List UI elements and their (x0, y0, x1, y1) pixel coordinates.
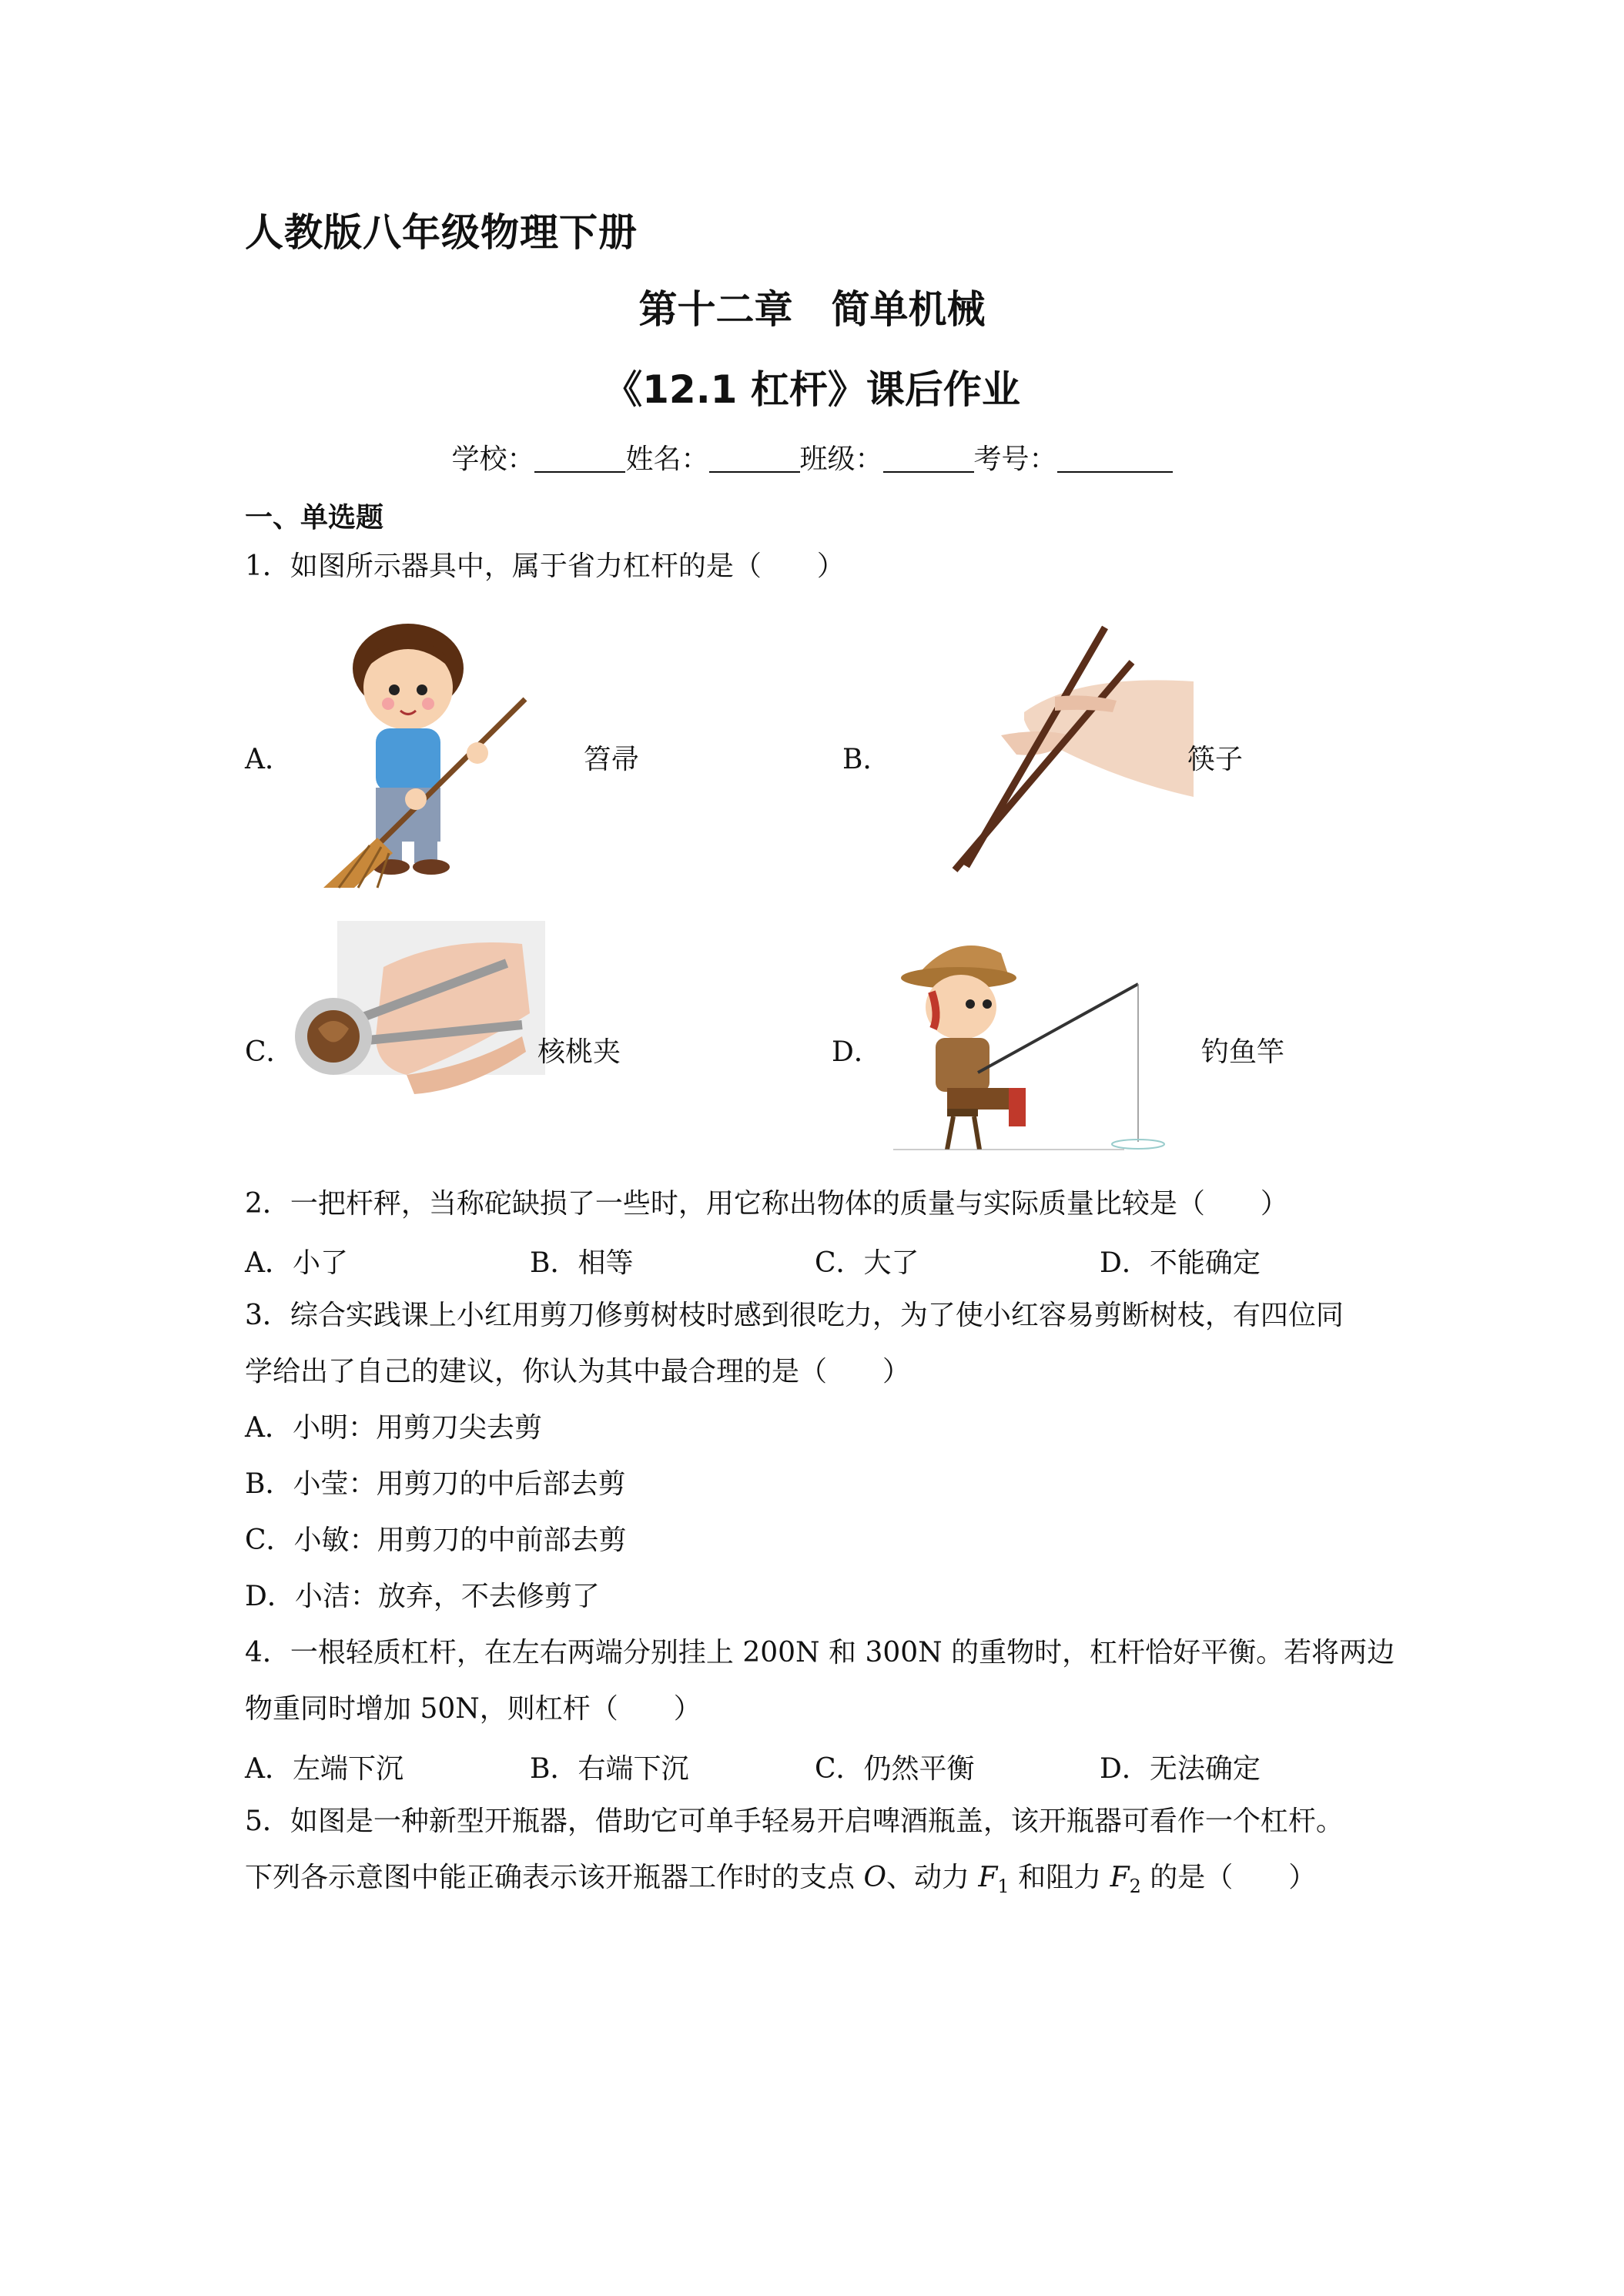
question-5-stem-line-1: 5．如图是一种新型开瓶器，借助它可单手轻易开启啤酒瓶盖，该开瓶器可看作一个杠杆。 (245, 1806, 1344, 1837)
q5-text-part-a: 下列各示意图中能正确表示该开瓶器工作时的支点 (245, 1862, 864, 1893)
q1-option-b-letter: B． (842, 744, 891, 775)
q4-option-d: D．无法确定 (1100, 1753, 1261, 1785)
class-blank[interactable] (883, 443, 974, 473)
nutcracker-illustration (291, 921, 545, 1106)
q5-var-f1: F (978, 1862, 998, 1893)
chapter-title: 第十二章 简单机械 (638, 287, 986, 332)
q4-option-b: B．右端下沉 (530, 1753, 689, 1785)
section-title: 一、单选题 (245, 502, 384, 534)
name-blank[interactable] (709, 443, 800, 473)
q1-option-d-letter: D． (832, 1036, 882, 1068)
question-3-stem-line-1: 3．综合实践课上小红用剪刀修剪树枝时感到很吃力，为了使小红容易剪断树枝，有四位同 (245, 1300, 1344, 1331)
document-header: 人教版八年级物理下册 (245, 210, 638, 255)
q2-option-c: C．大了 (815, 1247, 919, 1279)
q1-option-a-letter: A． (245, 744, 293, 775)
q1-option-c-letter: C． (245, 1036, 294, 1068)
question-4-stem-line-2: 物重同时增加 50N，则杠杆（ ） (245, 1693, 702, 1725)
class-label: 班级： (799, 443, 883, 475)
q3-option-c: C．小敏：用剪刀的中前部去剪 (245, 1525, 627, 1556)
school-label: 学校： (451, 443, 535, 475)
q1-option-b-caption: 筷子 (1187, 744, 1244, 775)
q5-text-part-d: 的是（ ） (1140, 1862, 1317, 1893)
q2-option-a: A．小了 (245, 1247, 348, 1279)
q4-option-a: A．左端下沉 (245, 1753, 403, 1785)
q5-var-f2: F (1110, 1862, 1130, 1893)
q1-option-c-caption: 核桃夹 (537, 1036, 621, 1068)
question-4-stem-line-1: 4．一根轻质杠杆，在左右两端分别挂上 200N 和 300N 的重物时，杠杆恰好平衡。若将两边 (245, 1637, 1395, 1668)
question-3-stem-line-2: 学给出了自己的建议，你认为其中最合理的是（ ） (245, 1356, 911, 1387)
q1-option-d-caption: 钓鱼竿 (1201, 1036, 1285, 1068)
q2-option-b: B．相等 (530, 1247, 634, 1279)
assignment-title: 《12.1 杠杆》课后作业 (604, 367, 1020, 412)
chopsticks-illustration (939, 628, 1194, 874)
q1-option-a-caption: 笤帚 (584, 744, 640, 775)
q3-option-d: D．小洁：放弃，不去修剪了 (245, 1581, 600, 1612)
q4-option-c: C．仍然平衡 (815, 1753, 975, 1785)
question-2-stem: 2．一把杆秤，当称砣缺损了一些时，用它称出物体的质量与实际质量比较是（ ） (245, 1188, 1288, 1220)
q5-text-part-b: 、动力 (886, 1862, 979, 1893)
broom-boy-illustration (323, 622, 547, 892)
name-label: 姓名： (625, 443, 709, 475)
school-blank[interactable] (534, 443, 625, 473)
number-label: 考号： (973, 443, 1057, 475)
question-1-stem: 1．如图所示器具中，属于省力杠杆的是（ ） (245, 551, 845, 582)
student-info-line (0, 437, 1624, 477)
q5-sub-1: 1 (997, 1876, 1010, 1898)
q5-sub-2: 2 (1129, 1876, 1141, 1898)
q5-text-part-c: 和阻力 (1009, 1862, 1110, 1893)
q3-option-a: A．小明：用剪刀尖去剪 (245, 1412, 542, 1444)
q5-var-o: O (863, 1862, 886, 1893)
q3-option-b: B．小莹：用剪刀的中后部去剪 (245, 1468, 626, 1500)
q2-option-d: D．不能确定 (1100, 1247, 1261, 1279)
fishing-boy-illustration (893, 930, 1201, 1153)
question-5-stem-line-2 (245, 1859, 1316, 1905)
number-blank[interactable] (1057, 443, 1173, 473)
